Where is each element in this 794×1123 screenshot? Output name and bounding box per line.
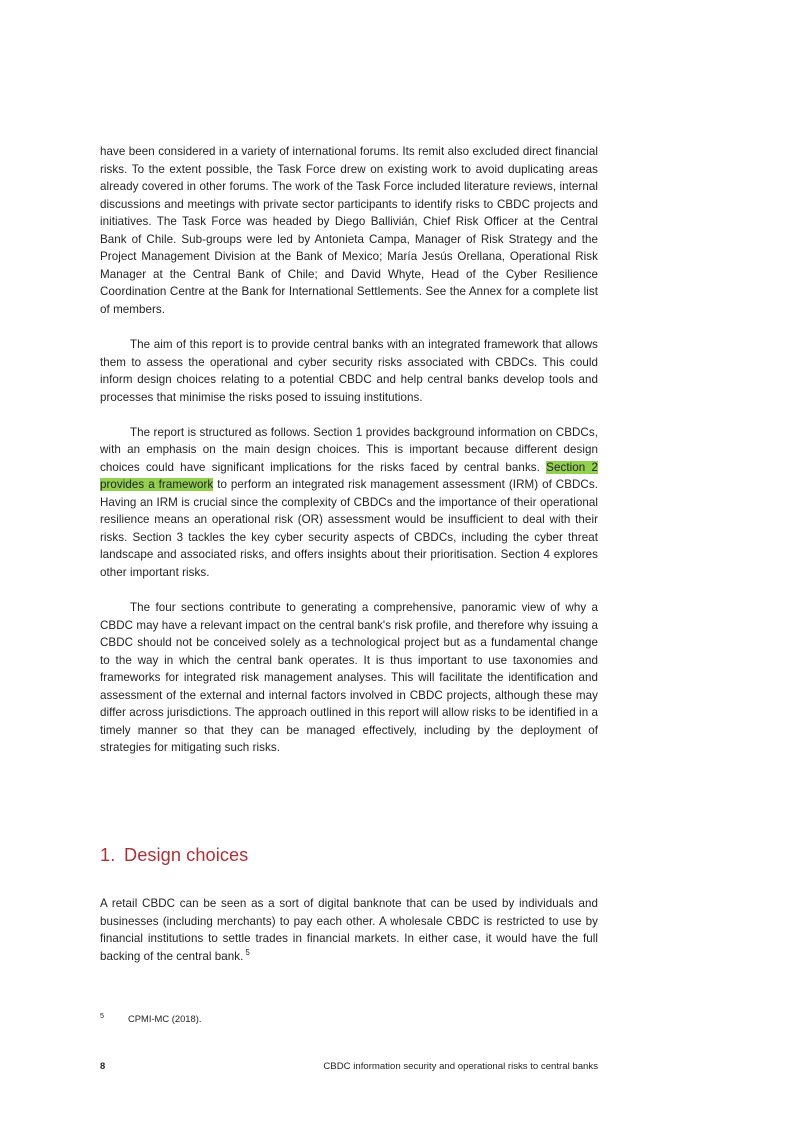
footnotes-area [100,1012,598,1026]
paragraph-text-after-highlight: to perform an integrated risk management assessment (IRM) of CBDCs. Having an IRM is crucial since the complexity of CBDCs and the importance of their operational resilience means an operational risk (OR) assessment would be insufficient to deal with their risks. Section 3 tackles the key cyber security aspects of CBDCs, including the cyber threat landscape and associated risks, and offers insights about their prioritisation. Section 4 explores other important risks. [100,478,598,580]
paragraph-four-sections: The four sections contribute to generating a comprehensive, panoramic view of why a CBDC may have a relevant impact on the central bank's risk profile, and therefore why issuing a CBDC should not be conceived solely as a technological project but as a fundamental change to the way in which the central bank operates. It is thus important to use taxonomies and frameworks for integrated risk management analyses. This will facilitate the identification and assessment of the external and internal factors involved in CBDC projects, although these may differ across jurisdictions. The approach outlined in this report will allow risks to be identified in a timely manner so that they can be managed effectively, including by the deployment of strategies for mitigating such risks. [100,601,598,755]
highlighted-text-section-2: Section 2 provides a framework [100,460,598,492]
document-title-footer: CBDC information security and operational risks to central banks [323,1061,598,1072]
section-title: Design choices [124,845,249,865]
paragraph-text: A retail CBDC can be seen as a sort of digital banknote that can be used by individuals and businesses (including merchants) to pay each other. A wholesale CBDC is restricted to use by financial institutions to settle trades in financial markets. In either case, it would have the full backing of the central bank. [100,897,598,963]
paragraph-report-structure [100,424,598,582]
paragraph-continuation: have been considered in a variety of international forums. Its remit also excluded direct financial risks. To the extent possible, the Task Force drew on existing work to avoid duplicating areas already covered in other forums. The work of the Task Force included literature reviews, internal discussions and meetings with private sector participants to identify risks to CBDC projects and initiatives. The Task Force was headed by Diego Ballivián, Chief Risk Officer at the Central Bank of Chile. Sub-groups were led by Antonieta Campa, Manager of Risk Strategy and the Project Management Division at the Bank of Mexico; María Jesús Orellana, Operational Risk Manager at the Central Bank of Chile; and David Whyte, Head of the Cyber Resilience Coordination Centre at the Bank for International Settlements. See the Annex for a complete list of members. [100,145,598,316]
page-footer [100,1060,598,1072]
page-number: 8 [100,1060,106,1071]
footnote-number: 5 [100,1011,104,1020]
paragraph-retail-cbdc [100,895,598,965]
footnote-text: CPMI-MC (2018). [128,1013,202,1024]
section-heading [100,845,248,866]
section-number: 1. [100,845,116,865]
footnote-reference-5[interactable]: 5 [245,947,250,957]
section-body [100,895,598,965]
paragraph-text-before-highlight: The report is structured as follows. Section 1 provides background information on CBDCs, with an emphasis on the main design choices. This is important because different design choices could have significant implications for the risks faced by central banks. [100,425,598,474]
footnote-item [100,1012,598,1026]
body-content [100,143,598,757]
paragraph-report-aim: The aim of this report is to provide central banks with an integrated framework that allows them to assess the operational and cyber security risks associated with CBDCs. This could inform design choices relating to a potential CBDC and help central banks develop tools and processes that minimise the risks posed to issuing institutions. [100,337,598,404]
